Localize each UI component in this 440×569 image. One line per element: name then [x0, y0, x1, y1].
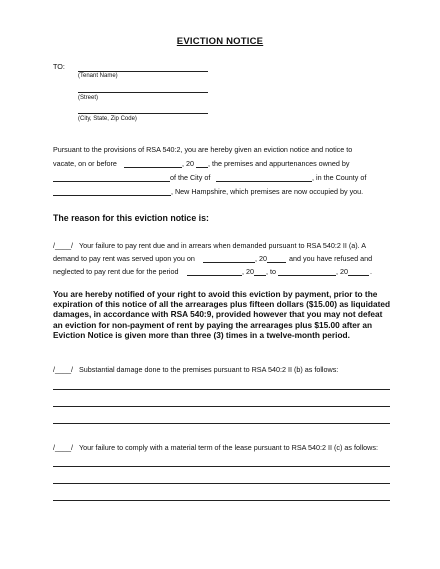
vacate-year-line[interactable] [196, 167, 208, 168]
rent-period-to-label: , to [266, 267, 276, 276]
damage-text: Substantial damage done to the premises pursuant to RSA 540:2 II (b) as follows: [79, 365, 339, 374]
rent-refused-label: and you have refused and [289, 254, 373, 263]
intro-line-1: Pursuant to the provisions of RSA 540:2, you are hereby given an eviction notice and notice to [53, 145, 353, 154]
intro-nh-label: , New Hampshire, which premises are now occupied by you. [171, 187, 364, 196]
damage-detail-line-1[interactable] [53, 389, 390, 390]
owner-name-line[interactable] [53, 181, 170, 182]
street-line[interactable] [78, 92, 208, 93]
city-name-line[interactable] [216, 181, 312, 182]
intro-vacate-label: vacate, on or before [53, 159, 117, 168]
intro-city-label: of the City of [170, 173, 211, 182]
rent-demand-label: demand to pay rent was served upon you on [53, 254, 195, 263]
period-end-date-line[interactable] [278, 275, 336, 276]
to-label: TO: [53, 62, 65, 71]
period-end-year-line[interactable] [348, 275, 369, 276]
rent-demand-year-label: , 20 [255, 254, 267, 263]
street-caption: (Street) [78, 95, 99, 101]
demand-year-line[interactable] [267, 262, 286, 263]
rent-period-year2-label: , 20 [336, 267, 348, 276]
rent-period-label: neglected to pay rent due for the period [53, 267, 179, 276]
lease-detail-line-3[interactable] [53, 500, 390, 501]
damage-checkbox[interactable]: /____/ [53, 365, 73, 374]
city-caption: (City, State, Zip Code) [78, 116, 137, 122]
rent-line-1: Your failure to pay rent due and in arrears when demanded pursuant to RSA 540:2 II (a). A [79, 241, 367, 250]
document-title: EVICTION NOTICE [176, 36, 264, 47]
tenant-name-line[interactable] [78, 71, 208, 72]
lease-detail-line-2[interactable] [53, 483, 390, 484]
county-name-line[interactable] [53, 195, 171, 196]
lease-text: Your failure to comply with a material term of the lease pursuant to RSA 540:2 II (c) as follows: [79, 443, 378, 452]
tenant-name-caption: (Tenant Name) [78, 73, 118, 79]
rent-period-year1-label: , 20 [242, 267, 254, 276]
rent-checkbox[interactable]: /____/ [53, 241, 73, 250]
damage-detail-line-3[interactable] [53, 423, 390, 424]
vacate-date-line[interactable] [124, 167, 182, 168]
rent-period-end: . [370, 267, 372, 276]
period-start-date-line[interactable] [187, 275, 242, 276]
lease-detail-line-1[interactable] [53, 466, 390, 467]
city-line[interactable] [78, 113, 208, 114]
payment-rights-notice: You are hereby notified of your right to avoid this eviction by payment, prior to the expiration of this notice of all the arrearages plus fifteen dollars ($15.00) as liquidated damages, in accordance with RSA 540:9, provided however that you may not defeat an eviction for non-payment of rent by paying the arrearages plus $15.00 after an Eviction Notice is given more than three (3) times in a twelve-month period. [53, 289, 391, 340]
intro-year-label: , 20 [182, 159, 194, 168]
intro-owned-label: , the premises and appurtenances owned by [208, 159, 350, 168]
demand-date-line[interactable] [203, 262, 255, 263]
intro-county-label: , in the County of [312, 173, 367, 182]
reason-heading: The reason for this eviction notice is: [53, 213, 209, 223]
damage-detail-line-2[interactable] [53, 406, 390, 407]
lease-checkbox[interactable]: /____/ [53, 443, 73, 452]
period-start-year-line[interactable] [254, 275, 266, 276]
